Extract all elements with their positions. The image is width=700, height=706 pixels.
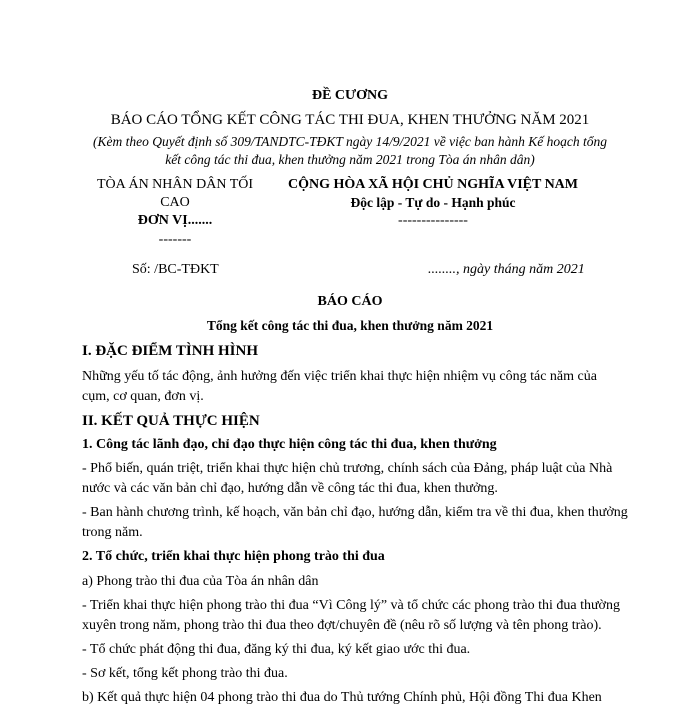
sub2-paragraph1-line2: xuyên trong năm, phong trào thi đua theo đợt/chuyên đề (nêu rõ số lượng và tên phong trào). xyxy=(82,618,602,633)
doc-number: Số: /BC-TĐKT xyxy=(132,262,219,277)
doc-heading: ĐỀ CƯƠNG xyxy=(311,88,389,103)
unit-name: ĐƠN VỊ....... xyxy=(137,213,213,228)
right-divider: --------------- xyxy=(398,213,468,228)
section1-paragraph-line2: cụm, cơ quan, đơn vị. xyxy=(82,389,204,404)
court-name-line2: CAO xyxy=(160,195,190,210)
left-divider: ------- xyxy=(158,232,192,247)
sub1-paragraph1-line2: nước và các văn bản chỉ đạo, hướng dẫn về công tác thi đua, khen thưởng. xyxy=(82,481,498,496)
sub1-paragraph1-line1: - Phổ biến, quán triệt, triển khai thực hiện chủ trương, chính sách của Đảng, pháp luật của Nhà xyxy=(82,461,613,476)
section1-heading: I. ĐẶC ĐIỂM TÌNH HÌNH xyxy=(82,343,258,359)
doc-subtitle-line2: kết công tác thi đua, khen thưởng năm 2021 trong Tòa án nhân dân) xyxy=(165,152,535,167)
court-name-line1: TÒA ÁN NHÂN DÂN TỐI xyxy=(96,177,254,192)
sub1-paragraph2-line2: trong năm. xyxy=(82,525,143,540)
report-title: BÁO CÁO xyxy=(317,294,383,309)
sub2-item-b: b) Kết quả thực hiện 04 phong trào thi đua do Thủ tướng Chính phủ, Hội đồng Thi đua Khen xyxy=(82,690,602,705)
report-subtitle: Tổng kết công tác thi đua, khen thưởng năm 2021 xyxy=(206,318,494,333)
sub2-paragraph2: - Tổ chức phát động thi đua, đăng ký thi đua, ký kết giao ước thi đua. xyxy=(82,642,471,657)
doc-subtitle-line1: (Kèm theo Quyết định số 309/TANDTC-TĐKT ngày 14/9/2021 về việc ban hành Kế hoạch tổng xyxy=(93,134,607,149)
doc-date: ........, ngày tháng năm 2021 xyxy=(428,262,585,277)
country-name: CỘNG HÒA XÃ HỘI CHỦ NGHĨA VIỆT NAM xyxy=(287,177,578,192)
sub2-item-a: a) Phong trào thi đua của Tòa án nhân dân xyxy=(82,574,319,589)
section1-paragraph-line1: Những yếu tố tác động, ảnh hưởng đến việc triển khai thực hiện nhiệm vụ công tác năm của xyxy=(82,369,597,384)
sub1-paragraph2-line1: - Ban hành chương trình, kế hoạch, văn bản chỉ đạo, hướng dẫn, kiểm tra về thi đua, khen thưởng xyxy=(82,505,628,520)
motto: Độc lập - Tự do - Hạnh phúc xyxy=(350,195,516,210)
section2-sub2-heading: 2. Tổ chức, triển khai thực hiện phong trào thi đua xyxy=(82,549,385,564)
section2-heading: II. KẾT QUẢ THỰC HIỆN xyxy=(82,413,260,429)
section2-sub1-heading: 1. Công tác lãnh đạo, chỉ đạo thực hiện công tác thi đua, khen thưởng xyxy=(82,437,497,452)
doc-title: BÁO CÁO TỔNG KẾT CÔNG TÁC THI ĐUA, KHEN THƯỞNG NĂM 2021 xyxy=(110,112,590,128)
sub2-paragraph1-line1: - Triển khai thực hiện phong trào thi đua “Vì Công lý” và tổ chức các phong trào thi đua thường xyxy=(82,598,620,613)
sub2-paragraph3: - Sơ kết, tổng kết phong trào thi đua. xyxy=(82,666,288,681)
